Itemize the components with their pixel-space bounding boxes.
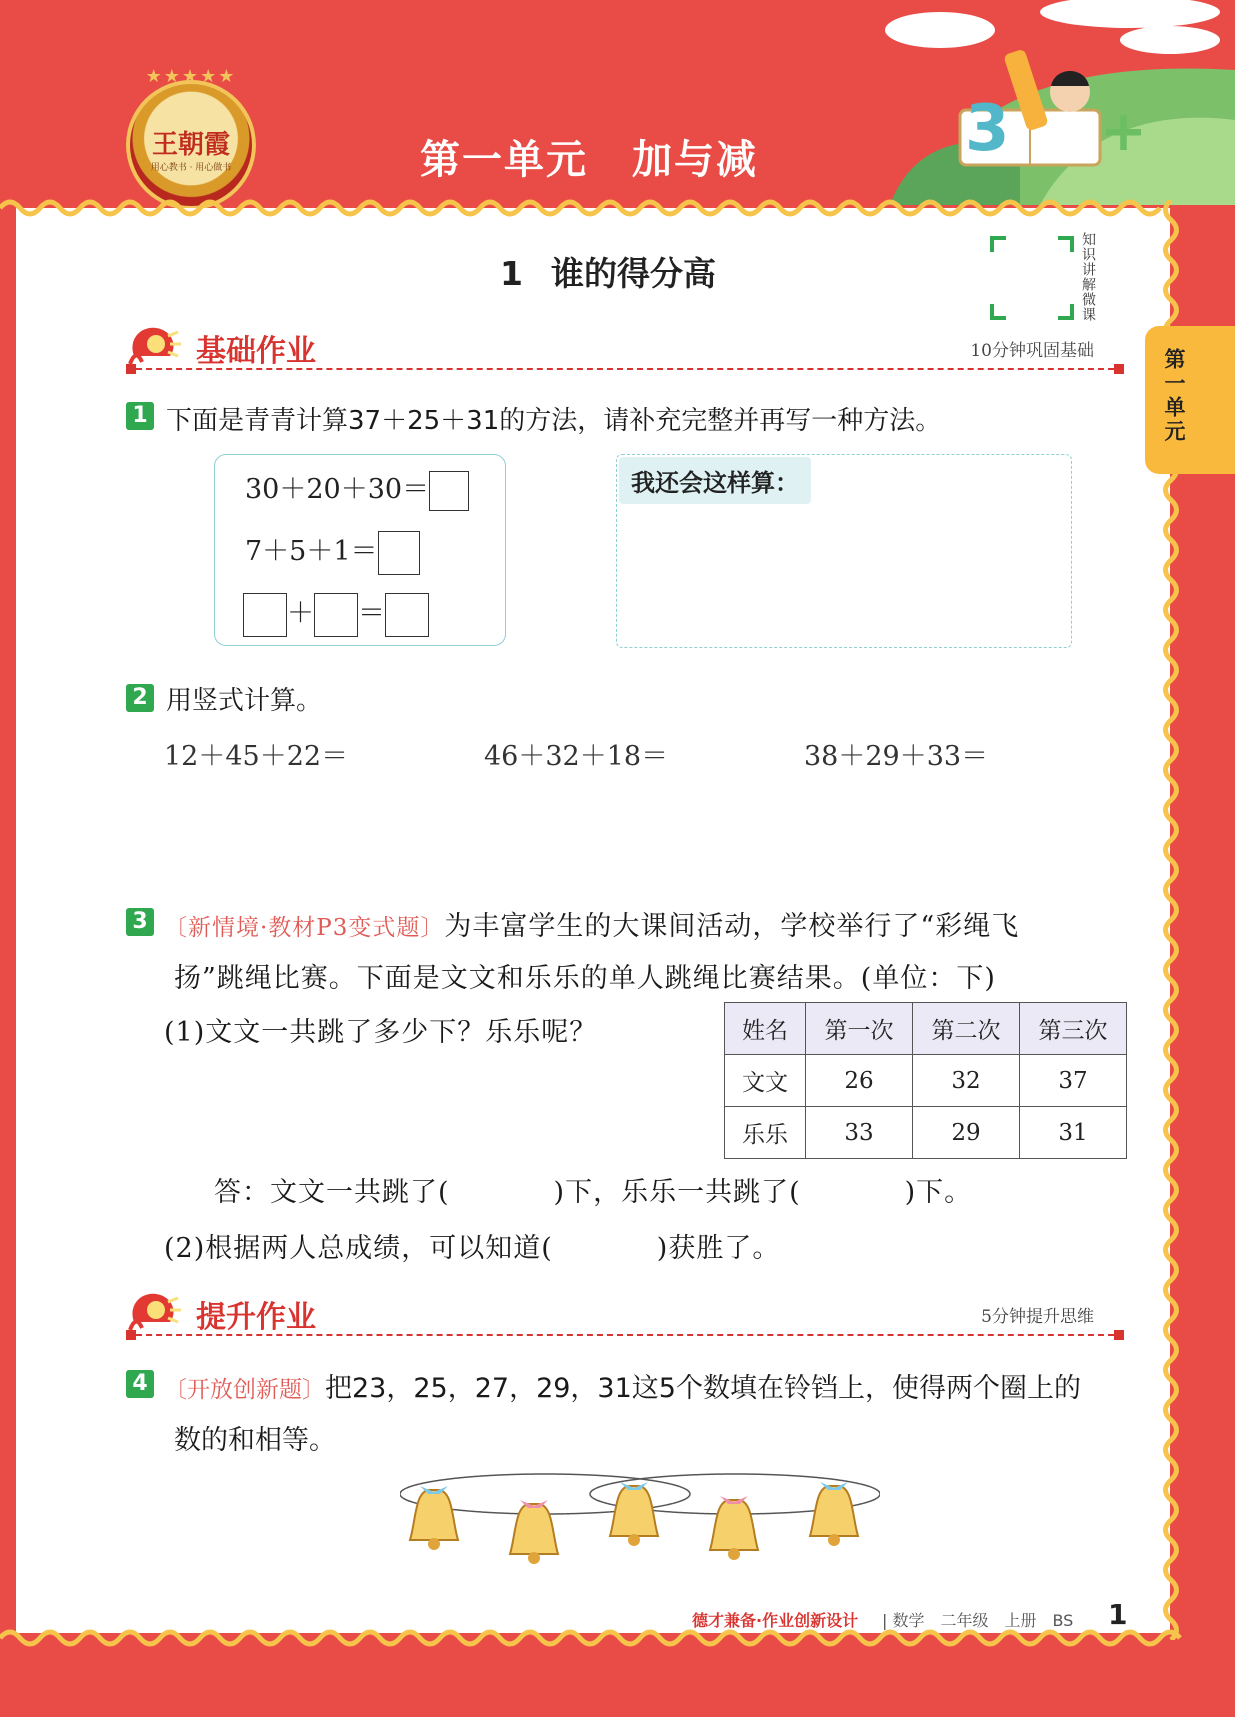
section-advanced-title: 提升作业: [196, 1300, 316, 1335]
brand-logo: [126, 66, 256, 210]
unit-side-tab-label: 第一单元: [1162, 348, 1186, 444]
logo-subtext: 用心教书 · 用心做书: [150, 163, 232, 173]
sub2-part-a: (2)根据两人总成绩，可以知道(: [164, 1233, 553, 1264]
answer-part-a: 答：文文一共跳了(: [214, 1177, 450, 1208]
logo-text: 王朝霞: [151, 130, 230, 160]
table-cell: 37: [1020, 1055, 1127, 1107]
lesson-title-text: 谁的得分高: [550, 254, 716, 293]
section-basic-hint: 10分钟巩固基础: [970, 341, 1094, 361]
sub2-part-b: )获胜了。: [656, 1233, 781, 1264]
answer-box[interactable]: [243, 593, 287, 637]
q1-equation-1: [245, 467, 469, 511]
question-3-line-1: [164, 904, 1019, 943]
question-4-tag: 〔开放创新题〕: [164, 1377, 325, 1403]
section-rule: [126, 1334, 1124, 1336]
q2-calculation-2: 46＋32＋18＝: [484, 741, 669, 772]
unit-title-topic: 加与减: [632, 137, 758, 183]
question-1-text: 下面是青青计算37＋25＋31的方法，请补充完整并再写一种方法。: [166, 406, 942, 436]
answer-part-b: )下，乐乐一共跳了(: [553, 1177, 801, 1208]
table-row: [725, 1055, 1127, 1107]
answer-part-c: )下。: [904, 1177, 973, 1208]
question-number-4: 4: [126, 1370, 154, 1398]
svg-text:3: 3: [965, 92, 1010, 166]
unit-side-tab[interactable]: [1145, 326, 1235, 474]
bells-illustration: [400, 1466, 880, 1576]
bell-icon: [810, 1482, 858, 1546]
table-cell: 33: [806, 1107, 913, 1159]
bell-icon: [710, 1496, 758, 1560]
bell-icon: [410, 1486, 458, 1550]
table-cell: 31: [1020, 1107, 1127, 1159]
header-illustration: [870, 0, 1235, 205]
q1-method-box: [214, 454, 506, 646]
footer-meta: | 数学 二年级 上册 BS: [882, 1611, 1074, 1630]
table-header-cell: 姓名: [725, 1003, 806, 1055]
question-3-tag: 〔新情境·教材P3变式题〕: [164, 915, 445, 941]
question-3-sub-2: [164, 1226, 780, 1265]
section-advanced-header: [126, 1288, 1124, 1342]
table-header-cell: 第三次: [1020, 1003, 1127, 1055]
q1-equation-2-text: 7＋5＋1＝: [245, 536, 378, 567]
question-number-3: 3: [126, 908, 154, 936]
question-number-2: 2: [126, 684, 154, 712]
question-4-line-1-text: 把23，25，27，29，31这5个数填在铃铛上，使得两个圈上的: [325, 1373, 1081, 1404]
question-4-line-1: [164, 1366, 1081, 1405]
table-cell: 文文: [725, 1055, 806, 1107]
table-cell: 32: [913, 1055, 1020, 1107]
section-advanced-hint: 5分钟提升思维: [981, 1307, 1094, 1327]
answer-box[interactable]: [378, 531, 420, 575]
table-cell: 29: [913, 1107, 1020, 1159]
bell-icon: [510, 1500, 558, 1564]
jump-rope-score-table: [724, 1002, 1127, 1159]
table-row: [725, 1107, 1127, 1159]
q1-equation-3: [243, 591, 429, 637]
q1-alternate-method-box[interactable]: [616, 454, 1072, 648]
question-3-line-1-text: 为丰富学生的大课间活动，学校举行了“彩绳飞: [444, 911, 1020, 942]
q1-equation-2: [245, 529, 420, 575]
question-2-text: 用竖式计算。: [166, 686, 323, 716]
lesson-title: [500, 248, 716, 295]
question-3-line-2: 扬”跳绳比赛。下面是文文和乐乐的单人跳绳比赛结果。(单位：下): [174, 963, 996, 994]
answer-box[interactable]: [385, 593, 429, 637]
table-header-cell: 第二次: [913, 1003, 1020, 1055]
question-number-1: 1: [126, 402, 154, 430]
question-4-line-2: 数的和相等。: [174, 1425, 336, 1456]
unit-title-number: 第一单元: [420, 137, 588, 183]
question-3-sub-1: (1)文文一共跳了多少下？乐乐呢？: [164, 1017, 598, 1048]
table-cell: 26: [806, 1055, 913, 1107]
logo-stars-icon: ★★★★★: [145, 66, 237, 87]
question-3-answer-line: [214, 1170, 972, 1209]
section-basic-header: [126, 322, 1124, 376]
q2-calculation-3: 38＋29＋33＝: [804, 741, 989, 772]
answer-box[interactable]: [429, 471, 469, 511]
q2-calculation-1: 12＋45＋22＝: [164, 741, 349, 772]
q1-equals-sign: ＝: [358, 598, 385, 629]
section-rule-end: [1114, 364, 1124, 374]
qr-code-frame-icon[interactable]: [990, 236, 1074, 320]
q1-equation-1-text: 30＋20＋30＝: [245, 474, 430, 505]
svg-text:+: +: [1100, 99, 1147, 164]
table-header-cell: 第一次: [806, 1003, 913, 1055]
q1-alternate-label: 我还会这样算：: [619, 457, 811, 504]
unit-title: [420, 128, 758, 185]
qr-code-label: 知识讲解微课: [1080, 232, 1096, 322]
answer-box[interactable]: [314, 593, 358, 637]
section-rule: [126, 368, 1124, 370]
lesson-number: 1: [500, 254, 523, 293]
q1-plus-sign: ＋: [287, 598, 314, 629]
wave-border-top: [0, 196, 1235, 220]
bell-icon: [610, 1482, 658, 1546]
section-rule-end: [1114, 1330, 1124, 1340]
footer-brand: 德才兼备·作业创新设计: [692, 1611, 859, 1630]
table-header-row: [725, 1003, 1127, 1055]
page-number: 1: [1108, 1598, 1128, 1631]
table-cell: 乐乐: [725, 1107, 806, 1159]
section-basic-title: 基础作业: [196, 334, 316, 369]
